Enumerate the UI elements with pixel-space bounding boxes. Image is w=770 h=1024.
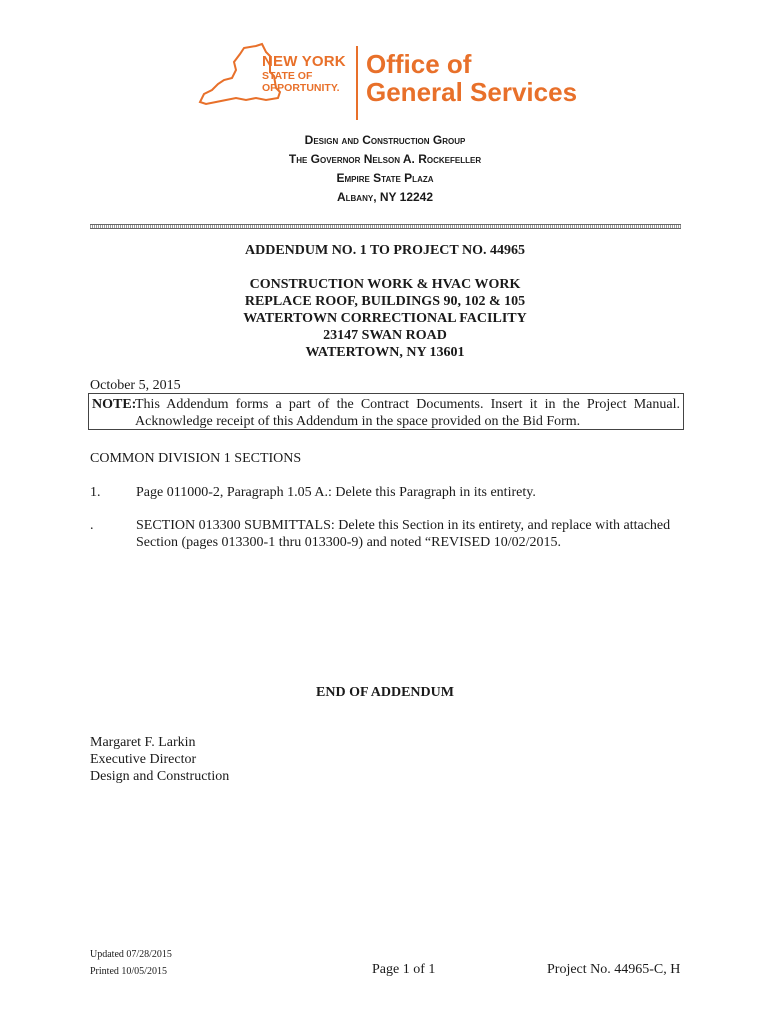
item-text: Page 011000-2, Paragraph 1.05 A.: Delete this Paragraph in its entirety. <box>136 485 536 500</box>
project-line-1: CONSTRUCTION WORK & HVAC WORK <box>249 277 521 292</box>
ny-wordmark-line3: OPPORTUNITY. <box>262 82 340 94</box>
signatory-name: Margaret F. Larkin <box>90 735 196 750</box>
footer-updated: Updated 07/28/2015 <box>90 949 172 960</box>
ny-state-wordmark <box>262 54 346 94</box>
header-line-1: Design and Construction Group <box>304 133 466 147</box>
ny-wordmark-line1: NEW YORK <box>262 53 346 70</box>
document-date: October 5, 2015 <box>90 378 181 393</box>
ogs-wordmark-line1: Office of <box>366 49 472 79</box>
project-line-3: WATERTOWN CORRECTIONAL FACILITY <box>243 311 527 326</box>
note-box <box>88 393 684 430</box>
header-line-3: Empire State Plaza <box>336 171 434 185</box>
ogs-wordmark-line2: General Services <box>366 77 578 107</box>
project-line-5: WATERTOWN, NY 13601 <box>305 345 465 360</box>
note-line-1: This Addendum forms a part of the Contract Documents. Insert it in the Project Manual. <box>135 397 680 412</box>
ogs-wordmark <box>366 50 577 106</box>
header-rule <box>90 224 681 229</box>
addendum-title: ADDENDUM NO. 1 TO PROJECT NO. 44965 <box>244 243 526 258</box>
footer-page-number: Page 1 of 1 <box>372 962 436 977</box>
item-number: . <box>90 518 94 533</box>
header-line-2: The Governor Nelson A. Rockefeller <box>288 152 482 166</box>
project-line-2: REPLACE ROOF, BUILDINGS 90, 102 & 105 <box>244 294 526 309</box>
item-number: 1. <box>90 485 101 500</box>
signatory-title: Executive Director <box>90 752 197 767</box>
item-text: Section (pages 013300-1 thru 013300-9) and noted “REVISED 10/02/2015. <box>136 535 561 550</box>
signatory-dept: Design and Construction <box>90 769 230 784</box>
project-line-4: 23147 SWAN ROAD <box>323 328 447 343</box>
ogs-logo <box>196 42 586 120</box>
section-heading: COMMON DIVISION 1 SECTIONS <box>90 451 302 466</box>
footer-printed: Printed 10/05/2015 <box>90 966 167 977</box>
note-label: NOTE: <box>92 397 137 412</box>
header-line-4: Albany, NY 12242 <box>336 190 434 204</box>
note-line-2: Acknowledge receipt of this Addendum in the space provided on the Bid Form. <box>135 414 581 429</box>
footer-project-number: Project No. 44965-C, H <box>547 962 681 977</box>
logo-divider <box>356 46 358 120</box>
end-of-addendum: END OF ADDENDUM <box>316 685 454 700</box>
ny-wordmark-line2: STATE OF <box>262 70 313 82</box>
item-text: SECTION 013300 SUBMITTALS: Delete this Section in its entirety, and replace with attached <box>136 518 671 533</box>
